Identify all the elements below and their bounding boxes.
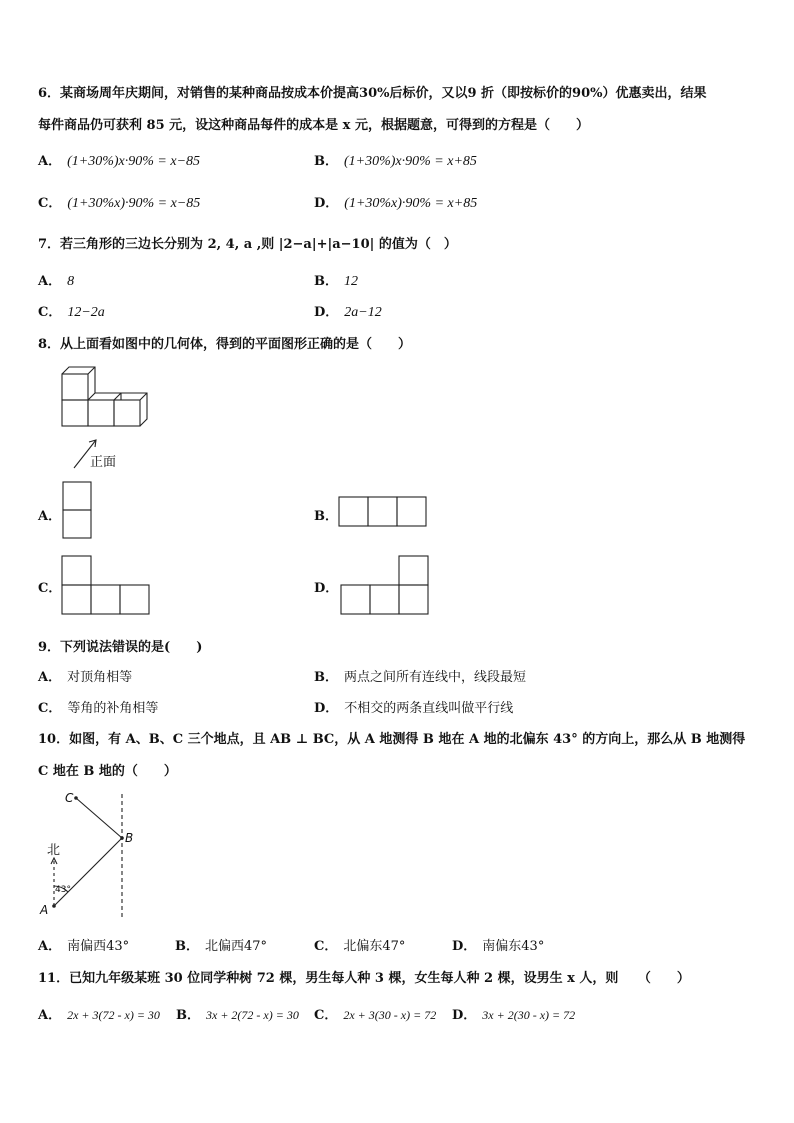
q6-option-b[interactable]	[314, 150, 477, 170]
option-text: 2x + 3(30 - x) = 72	[343, 1008, 437, 1022]
q9-option-d[interactable]	[314, 697, 513, 716]
option-key: D．	[314, 305, 339, 320]
option-text: 2a−12	[344, 305, 382, 320]
option-text: 3x + 2(72 - x) = 30	[206, 1008, 299, 1022]
option-text: 3x + 2(30 - x) = 72	[482, 1008, 576, 1022]
q7-option-c[interactable]	[38, 301, 105, 321]
q8-option-d-figure[interactable]	[340, 555, 432, 617]
north-label: 北	[47, 843, 61, 858]
option-key: D．	[452, 1008, 477, 1023]
label-b: B	[125, 831, 134, 845]
option-key: A．	[38, 1008, 62, 1023]
option-text: 不相交的两条直线叫做平行线	[344, 701, 514, 716]
option-text: 对顶角相等	[67, 670, 133, 685]
option-key: C．	[38, 581, 62, 596]
q9-option-a[interactable]	[38, 666, 132, 685]
angle-label: 43°	[55, 885, 71, 895]
q11-option-c[interactable]	[314, 1004, 436, 1023]
q8-option-a-figure[interactable]	[62, 481, 94, 541]
q7-stem: 7．若三角形的三边长分别为 2, 4, a ,则 |2−a|+|a−10| 的值为（ ）	[38, 237, 457, 252]
point-a	[52, 904, 56, 908]
point-c	[74, 796, 78, 800]
q10-direction-figure	[36, 788, 140, 920]
option-key: A．	[38, 939, 62, 954]
option-key: B．	[314, 670, 338, 685]
option-key: C．	[314, 939, 338, 954]
q8-stem: 8．从上面看如图中的几何体，得到的平面图形正确的是（ ）	[38, 337, 412, 352]
point-b	[120, 836, 124, 840]
option-key: A．	[38, 274, 62, 289]
option-key: B．	[314, 154, 338, 169]
option-text: 南偏东43°	[482, 939, 545, 954]
option-text: 南偏西43°	[67, 939, 130, 954]
option-text: (1+30%x)·90% = x+85	[344, 196, 478, 211]
option-key: B．	[176, 1008, 200, 1023]
front-view-label: 正面	[90, 455, 117, 470]
q6-stem-line1: 6．某商场周年庆期间，对销售的某种商品按成本价提高30%后标价，又以9 折（即按标价的90%）优惠卖出，结果	[38, 86, 707, 101]
option-key: A．	[38, 154, 62, 169]
label-c: C	[65, 791, 74, 805]
q11-option-b[interactable]	[176, 1004, 299, 1023]
option-key: B．	[314, 509, 338, 524]
option-key: D．	[314, 581, 339, 596]
option-key: C．	[38, 305, 62, 320]
q10-stem-line1: 10．如图，有 A、B、C 三个地点，且 AB ⊥ BC，从 A 地测得 B 地在 A 地的北偏东 43° 的方向上，那么从 B 地测得	[38, 732, 746, 747]
option-text: 北偏东47°	[343, 939, 406, 954]
q7-option-a[interactable]	[38, 270, 74, 290]
label-a: A	[40, 903, 49, 917]
q8-option-b-figure[interactable]	[338, 496, 430, 528]
option-key: A．	[38, 509, 62, 524]
q6-option-a[interactable]	[38, 150, 200, 170]
q8-option-c-figure[interactable]	[61, 555, 153, 617]
option-text: (1+30%)x·90% = x+85	[344, 154, 477, 169]
option-text: 8	[67, 274, 75, 289]
option-text: 等角的补角相等	[67, 701, 159, 716]
q7-option-d[interactable]	[314, 301, 382, 321]
q9-option-c[interactable]	[38, 697, 158, 716]
option-key: C．	[38, 196, 62, 211]
option-key: B．	[175, 939, 199, 954]
option-text: 两点之间所有连线中，线段最短	[344, 670, 527, 685]
q6-stem-line2: 每件商品仍可获利 85 元，设这种商品每件的成本是 x 元，根据题意，可得到的方程是（ ）	[38, 118, 589, 133]
option-text: 12−2a	[67, 305, 105, 320]
q9-stem: 9．下列说法错误的是( )	[38, 640, 203, 655]
q10-option-c[interactable]	[314, 935, 405, 954]
option-key: C．	[314, 1008, 338, 1023]
option-text: 12	[344, 274, 358, 289]
option-key: D．	[452, 939, 477, 954]
q10-option-d[interactable]	[452, 935, 544, 954]
option-key: D．	[314, 701, 339, 716]
q7-option-b[interactable]	[314, 270, 358, 290]
option-key: D．	[314, 196, 339, 211]
q11-option-d[interactable]	[452, 1004, 575, 1023]
q10-option-a[interactable]	[38, 935, 129, 954]
q11-stem: 11．已知九年级某班 30 位同学种树 72 棵，男生每人种 3 棵，女生每人种 2 棵，设男生 x 人，则 （ ）	[38, 971, 690, 986]
option-key: B．	[314, 274, 338, 289]
option-key: A．	[38, 670, 62, 685]
option-key: C．	[38, 701, 62, 716]
q10-stem-line2: C 地在 B 地的（ ）	[38, 764, 177, 779]
q8-3d-figure	[58, 364, 150, 474]
option-text: (1+30%)x·90% = x−85	[67, 154, 201, 169]
q9-option-b[interactable]	[314, 666, 526, 685]
q6-option-c[interactable]	[38, 192, 200, 212]
option-text: (1+30%x)·90% = x−85	[67, 196, 201, 211]
option-text: 北偏西47°	[205, 939, 268, 954]
option-text: 2x + 3(72 - x) = 30	[67, 1008, 160, 1022]
q10-option-b[interactable]	[175, 935, 267, 954]
q11-option-a[interactable]	[38, 1004, 160, 1023]
q6-option-d[interactable]	[314, 192, 477, 212]
